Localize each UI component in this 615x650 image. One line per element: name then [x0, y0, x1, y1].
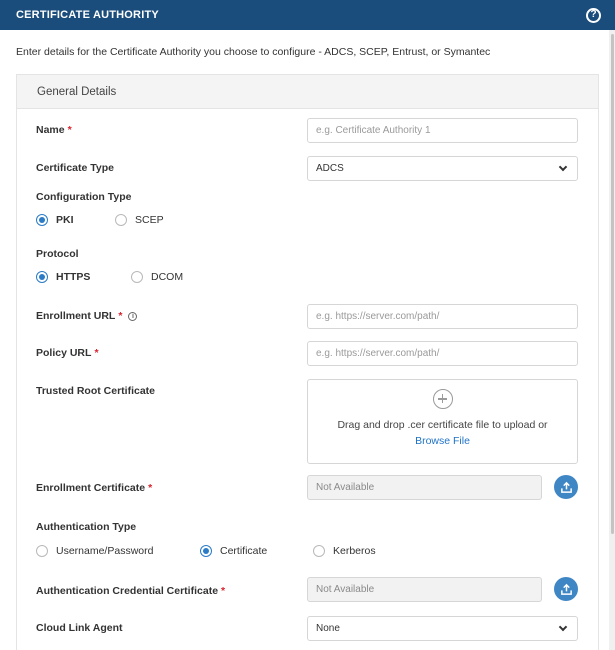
- policy-url-label: [36, 347, 99, 359]
- enrollment-certificate-label-text: Enrollment Certificate: [36, 482, 146, 494]
- protocol-label: Protocol: [36, 248, 79, 260]
- radio-certificate-label: Certificate: [220, 545, 268, 557]
- cloud-link-agent-label: Cloud Link Agent: [36, 622, 123, 634]
- panel-title: General Details: [17, 75, 598, 109]
- cloud-link-agent-select[interactable]: [307, 616, 578, 641]
- policy-url-label-text: Policy URL: [36, 347, 92, 359]
- radio-username-password-label: Username/Password: [56, 545, 154, 557]
- browse-file-link[interactable]: Browse File: [415, 435, 470, 447]
- certificate-type-value: ADCS: [316, 163, 344, 174]
- dialog-title: CERTIFICATE AUTHORITY: [16, 9, 159, 21]
- required-marker: *: [94, 347, 99, 359]
- radio-https-label: HTTPS: [56, 271, 91, 283]
- info-icon[interactable]: i: [128, 312, 137, 321]
- radio-selected-icon: [200, 545, 212, 557]
- name-input[interactable]: [307, 118, 578, 143]
- radio-selected-icon: [36, 214, 48, 226]
- radio-scep[interactable]: [115, 214, 164, 226]
- configuration-type-label: Configuration Type: [36, 191, 132, 203]
- dialog-header: [0, 0, 615, 30]
- scrollbar-thumb[interactable]: [611, 34, 614, 534]
- trusted-root-certificate-label: Trusted Root Certificate: [36, 385, 156, 397]
- cloud-link-agent-value: None: [316, 623, 340, 634]
- name-label-text: Name: [36, 124, 65, 136]
- radio-unselected-icon: [131, 271, 143, 283]
- radio-unselected-icon: [36, 545, 48, 557]
- required-marker: *: [221, 585, 226, 597]
- radio-unselected-icon: [313, 545, 325, 557]
- chevron-down-icon: [559, 623, 567, 631]
- upload-icon: [560, 481, 573, 494]
- radio-pki-label: PKI: [56, 214, 74, 226]
- radio-dcom-label: DCOM: [151, 271, 184, 283]
- radio-scep-label: SCEP: [135, 214, 164, 226]
- required-marker: *: [118, 310, 123, 322]
- enrollment-certificate-field: [307, 475, 542, 500]
- policy-url-input[interactable]: [307, 341, 578, 366]
- authentication-credential-certificate-label-text: Authentication Credential Certificate: [36, 585, 219, 597]
- help-icon[interactable]: ?: [586, 8, 601, 23]
- radio-username-password[interactable]: [36, 545, 200, 557]
- radio-certificate[interactable]: [200, 545, 313, 557]
- protocol-group: [36, 271, 183, 283]
- radio-selected-icon: [36, 271, 48, 283]
- upload-icon: [560, 583, 573, 596]
- authentication-type-label: Authentication Type: [36, 521, 137, 533]
- required-marker: *: [67, 124, 72, 136]
- radio-kerberos[interactable]: [313, 545, 376, 557]
- required-marker: *: [148, 482, 153, 494]
- upload-enrollment-certificate-button[interactable]: [554, 475, 578, 499]
- enrollment-url-label-text: Enrollment URL: [36, 310, 116, 322]
- certificate-dropzone[interactable]: [307, 379, 578, 464]
- authentication-type-group: [36, 545, 376, 557]
- dropzone-text: Drag and drop .cer certificate file to upload or: [337, 419, 548, 431]
- authentication-credential-certificate-label: [36, 585, 225, 597]
- add-circle-icon: [433, 389, 453, 409]
- authentication-credential-certificate-field: [307, 577, 542, 602]
- intro-text: Enter details for the Certificate Authority you choose to configure - ADCS, SCEP, Entrust, or Symantec: [16, 46, 491, 58]
- radio-kerberos-label: Kerberos: [333, 545, 376, 557]
- upload-authentication-credential-certificate-button[interactable]: [554, 577, 578, 601]
- radio-https[interactable]: [36, 271, 131, 283]
- enrollment-url-input[interactable]: [307, 304, 578, 329]
- radio-pki[interactable]: [36, 214, 115, 226]
- name-label: [36, 124, 72, 136]
- configuration-type-group: [36, 214, 164, 226]
- certificate-type-select[interactable]: [307, 156, 578, 181]
- enrollment-url-label: [36, 310, 137, 322]
- radio-dcom[interactable]: [131, 271, 183, 283]
- radio-unselected-icon: [115, 214, 127, 226]
- certificate-type-label: Certificate Type: [36, 162, 114, 174]
- enrollment-certificate-label: [36, 482, 152, 494]
- chevron-down-icon: [559, 163, 567, 171]
